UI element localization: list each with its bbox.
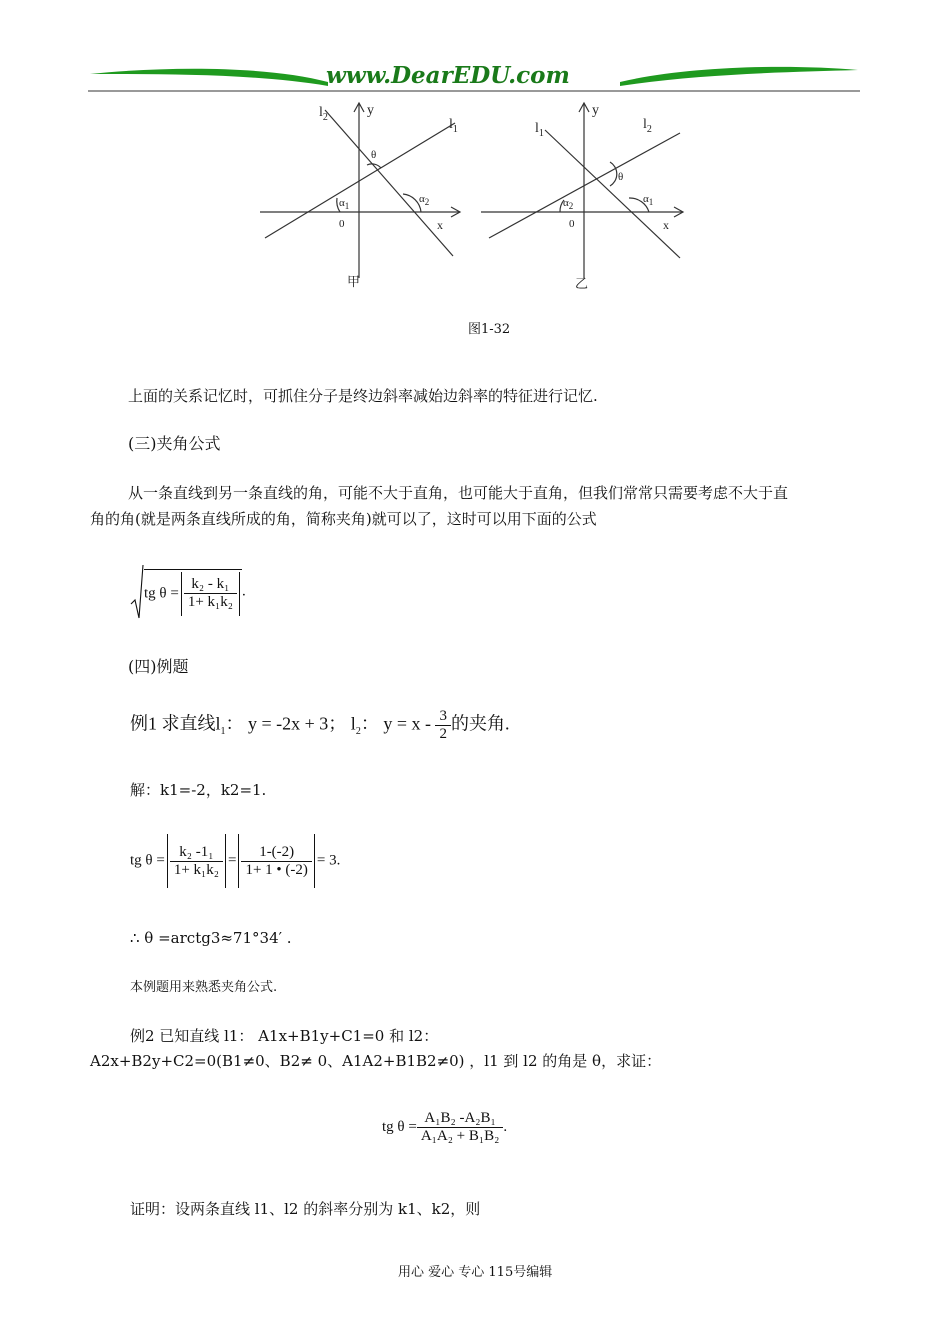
therefore-line: ∴ θ =arctg3≈71°34′ . (130, 929, 292, 947)
formula-proof-target: tg θ = $\frac{\text{A₁B₂ -A₂B₁}}{\text{A₁A₂ + B₁B₂}}$ . (382, 1110, 508, 1144)
fig-right-l1: $l_1$ (535, 121, 544, 139)
fig-right-a2: $\alpha_2$ (563, 197, 574, 211)
fig-left-l1: $l_1$ (449, 117, 458, 135)
paragraph-2-line-1: 从一条直线到另一条直线的角，可能不大于直角，也可能大于直角，但我们常常只需要考虑不大于直 (128, 484, 789, 502)
formula-example-1: tg θ = $\frac{\text{k₂ -1₁}}{\text{1+ k₁k₂}}$ = $\frac{1-(-2)}{1+ 1 • (-2)}$ = 3. (130, 834, 340, 888)
fig-left-a2: $\alpha_2$ (419, 193, 430, 207)
fig-left-l2: $l_2$ (319, 105, 328, 123)
sqrt-sign (130, 564, 144, 620)
footer-text: 用心 爱心 专心 115号编辑 (398, 1265, 553, 1280)
fig-right-label: 乙 (575, 276, 589, 291)
fig-right-x: x (663, 218, 669, 232)
example-2-line-2: A2x+B2y+C2=0(B1≠0、B2≠ 0、A1A2+B1B2≠0) ，l1 到 l2 的角是 θ，求证： (90, 1052, 662, 1070)
site-logo: www.DearEDU.com (326, 62, 570, 89)
figure-diagram (255, 98, 695, 298)
fig-right-a1: $\alpha_1$ (643, 193, 654, 207)
fig-left-origin: 0 (339, 218, 345, 230)
paragraph-1: 上面的关系记忆时，可抓住分子是终边斜率减始边斜率的特征进行记忆. (128, 387, 598, 405)
fig-right-y: y (592, 103, 599, 118)
example-2-line-1: 例2 已知直线 l1： A1x+B1y+C1=0 和 l2： (130, 1027, 439, 1045)
proof-line: 证明：设两条直线 l1、l2 的斜率分别为 k1、k2，则 (130, 1200, 481, 1218)
section-heading-4: (四)例题 (128, 657, 189, 676)
fig-left-theta: θ (371, 149, 377, 161)
fig-left-label: 甲 (347, 274, 361, 289)
fig-right-l2: $l_2$ (643, 117, 652, 135)
figure-caption: 图1-32 (468, 322, 511, 337)
fig-left-a1: $\alpha_1$ (339, 197, 350, 211)
diagram-right (481, 103, 683, 278)
paragraph-2-line-2: 角的角(就是两条直线所成的角，简称夹角)就可以了，这时可以用下面的公式 (90, 510, 597, 528)
fig-right-theta: θ (618, 171, 624, 183)
figure (255, 98, 695, 298)
header-banner (88, 60, 860, 96)
fig-right-origin: 0 (569, 218, 575, 230)
diagram-left (260, 103, 460, 278)
formula-angle: tg θ = $\frac{\text{k₂ - k₁}}{\text{1+ k₁k₂}}$ . (130, 564, 246, 624)
example-1: 例1 求直线$l_1$： y = -2x + 3； $l_2$： y = x - $\frac{3}{2}$ 的夹角. (130, 708, 510, 742)
section-heading-3: (三)夹角公式 (128, 434, 221, 453)
solution-line: 解：k1=-2，k2=1. (130, 781, 267, 799)
paragraph-3: 本例题用来熟悉夹角公式. (130, 980, 278, 995)
fig-left-y: y (367, 103, 374, 118)
fig-left-x: x (437, 218, 443, 232)
